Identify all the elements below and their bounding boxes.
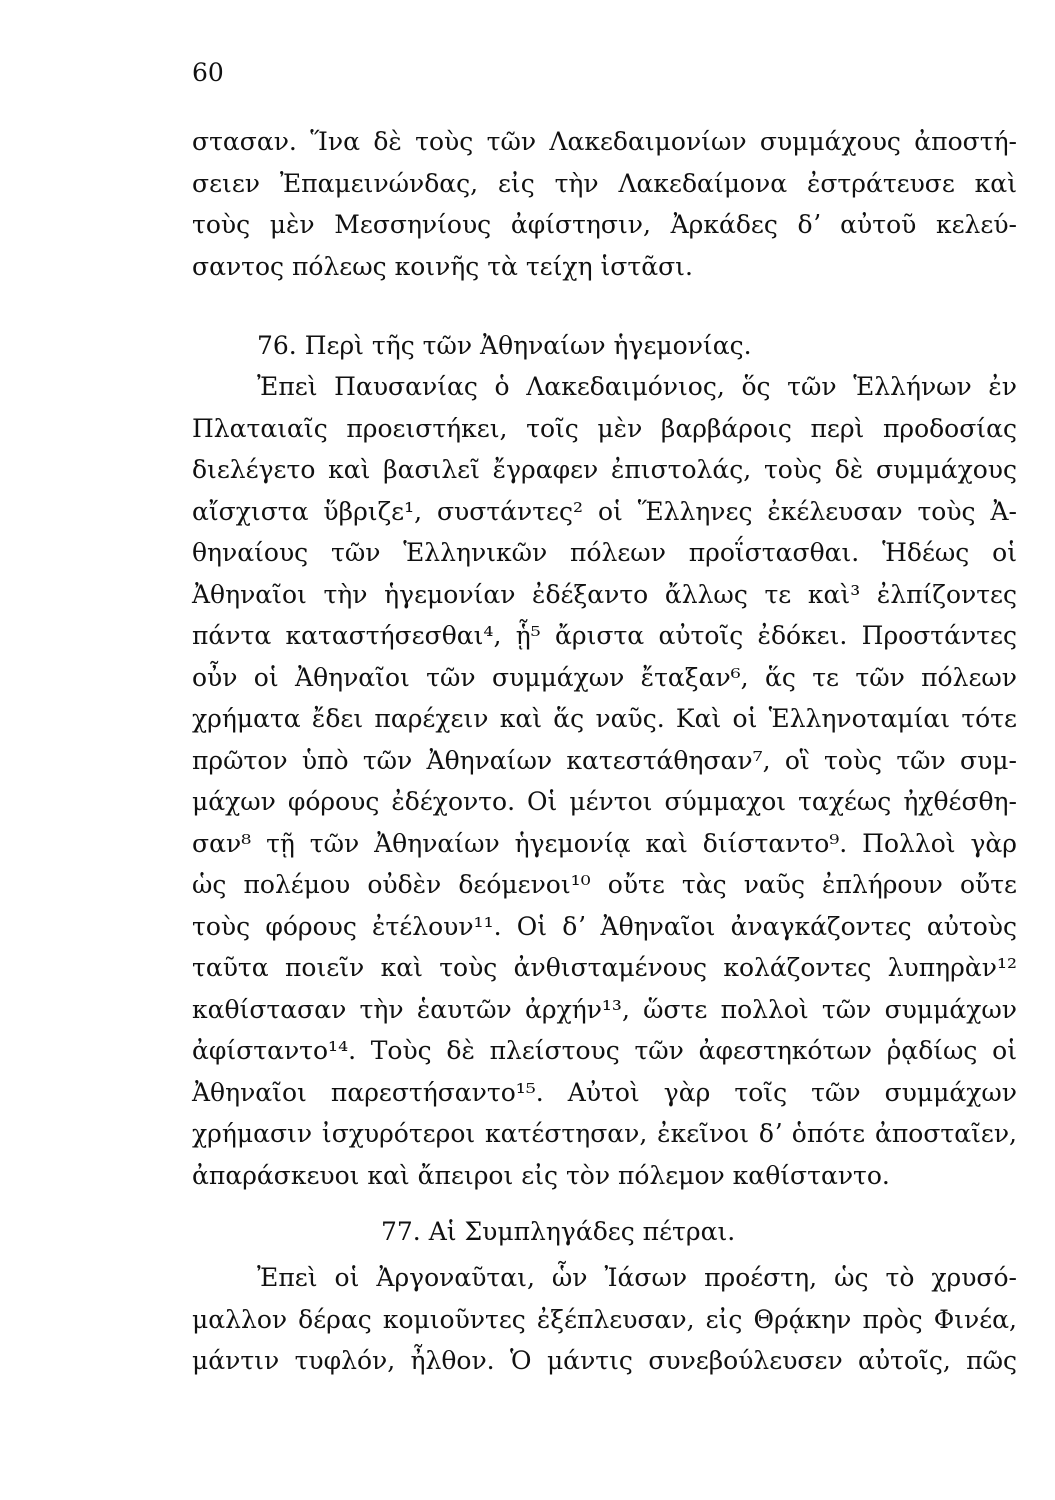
text-line: χρήμασιν ἰσχυρότεροι κατέστησαν, ἐκεῖνοι δʼ ὁπότε ἀποσταῖεν, [192,1119,1017,1148]
text-line: σειεν Ἐπαμεινώνδας, εἰς τὴν Λακεδαίμονα ἐστράτευσε καὶ [192,168,1017,198]
text-line: πρῶτον ὑπὸ τῶν Ἀθηναίων κατεστάθησαν⁷, οἳ τοὺς τῶν συμ- [192,745,1017,775]
section-heading-76 [0,326,1055,366]
text-line: μαλλον δέρας κομιοῦντες ἐξέπλευσαν, εἰς Θρᾴκην πρὸς Φινέα, [192,1304,1017,1334]
text-line: τοὺς μὲν Μεσσηνίους ἀφίστησιν, Ἀρκάδες δʼ αὐτοῦ κελεύ- [192,210,1017,239]
text-line: μάχων φόρους ἐδέχοντο. Οἱ μέντοι σύμμαχοι ταχέως ἠχθέσθη- [192,787,1017,816]
text-line: Ἐπεὶ οἱ Ἀργοναῦται, ὧν Ἰάσων προέστη, ὡς τὸ χρυσό- [257,1263,1017,1292]
text-line: ὡς πολέμου οὐδὲν δεόμενοι¹⁰ οὔτε τὰς ναῦς ἐπλήρουν οὔτε [192,870,1017,899]
paragraph-continuation [192,121,1017,287]
text-line: Ἐπεὶ Παυσανίας ὁ Λακεδαιμόνιος, ὅς τῶν Ἑλλήνων ἐν [257,372,1017,401]
text-line: ταῦτα ποιεῖν καὶ τοὺς ἀνθισταμένους κολάζοντες λυπηρὰν¹² [192,953,1017,982]
text-line: Ἀθηναῖοι τὴν ἡγεμονίαν ἐδέξαντο ἄλλως τε καὶ³ ἐλπίζοντες [192,579,1017,609]
text-line: διελέγετο καὶ βασιλεῖ ἔγραφεν ἐπιστολάς, τοὺς δὲ συμμάχους [192,455,1017,484]
text-line: οὖν οἱ Ἀθηναῖοι τῶν συμμάχων ἔταξαν⁶, ἅς τε τῶν πόλεων [192,662,1017,692]
text-line: αἴσχιστα ὕβριζε¹, συστάντες² οἱ Ἕλληνες ἐκέλευσαν τοὺς Ἀ- [192,496,1017,526]
text-line: Ἀθηναῖοι παρεστήσαντο¹⁵. Αὐτοὶ γὰρ τοῖς τῶν συμμάχων [192,1077,1017,1107]
text-line: ἀπαράσκευοι καὶ ἄπειροι εἰς τὸν πόλεμον καθίσταντο. [192,1160,890,1190]
section-heading-77 [0,1212,1055,1252]
text-line: Πλαταιαῖς προειστήκει, τοῖς μὲν βαρβάροις περὶ προδοσίας [192,413,1017,443]
text-line: καθίστασαν τὴν ἑαυτῶν ἀρχήν¹³, ὥστε πολλοὶ τῶν συμμάχων [192,994,1017,1024]
section-77-body [192,1257,1017,1382]
text-line: στασαν. Ἵνα δὲ τοὺς τῶν Λακεδαιμονίων συμμάχους ἀποστή- [192,127,1017,156]
text-line: χρήματα ἔδει παρέχειν καὶ ἅς ναῦς. Καὶ οἱ Ἑλληνοταμίαι τότε [192,704,1017,733]
page-number: 60 [192,58,224,87]
text-line: σαντος πόλεως κοινῆς τὰ τείχη ἱστᾶσι. [192,251,693,281]
text-line: μάντιν τυφλόν, ἦλθον. Ὁ μάντις συνεβούλευσεν αὐτοῖς, πῶς [192,1346,1017,1375]
text-line: ἀφίσταντο¹⁴. Τοὺς δὲ πλείστους τῶν ἀφεστηκότων ῥᾳδίως οἱ [192,1036,1017,1065]
text-line: πάντα καταστήσεσθαι⁴, ᾗ⁵ ἄριστα αὐτοῖς ἐδόκει. Προστάντες [192,621,1017,650]
text-line: θηναίους τῶν Ἑλληνικῶν πόλεων προΐστασθαι. Ἡδέως οἱ [192,538,1017,567]
section-76-body [192,366,1017,1196]
text-line: τοὺς φόρους ἐτέλουν¹¹. Οἱ δʼ Ἀθηναῖοι ἀναγκάζοντες αὐτοὺς [192,911,1017,941]
text-line: σαν⁸ τῇ τῶν Ἀθηναίων ἡγεμονίᾳ καὶ διίσταντο⁹. Πολλοὶ γὰρ [192,828,1017,858]
section-title: 77. Αἱ Συμπληγάδες πέτραι. [381,1217,736,1246]
section-title: 76. Περὶ τῆς τῶν Ἀθηναίων ἡγεμονίας. [257,331,752,360]
